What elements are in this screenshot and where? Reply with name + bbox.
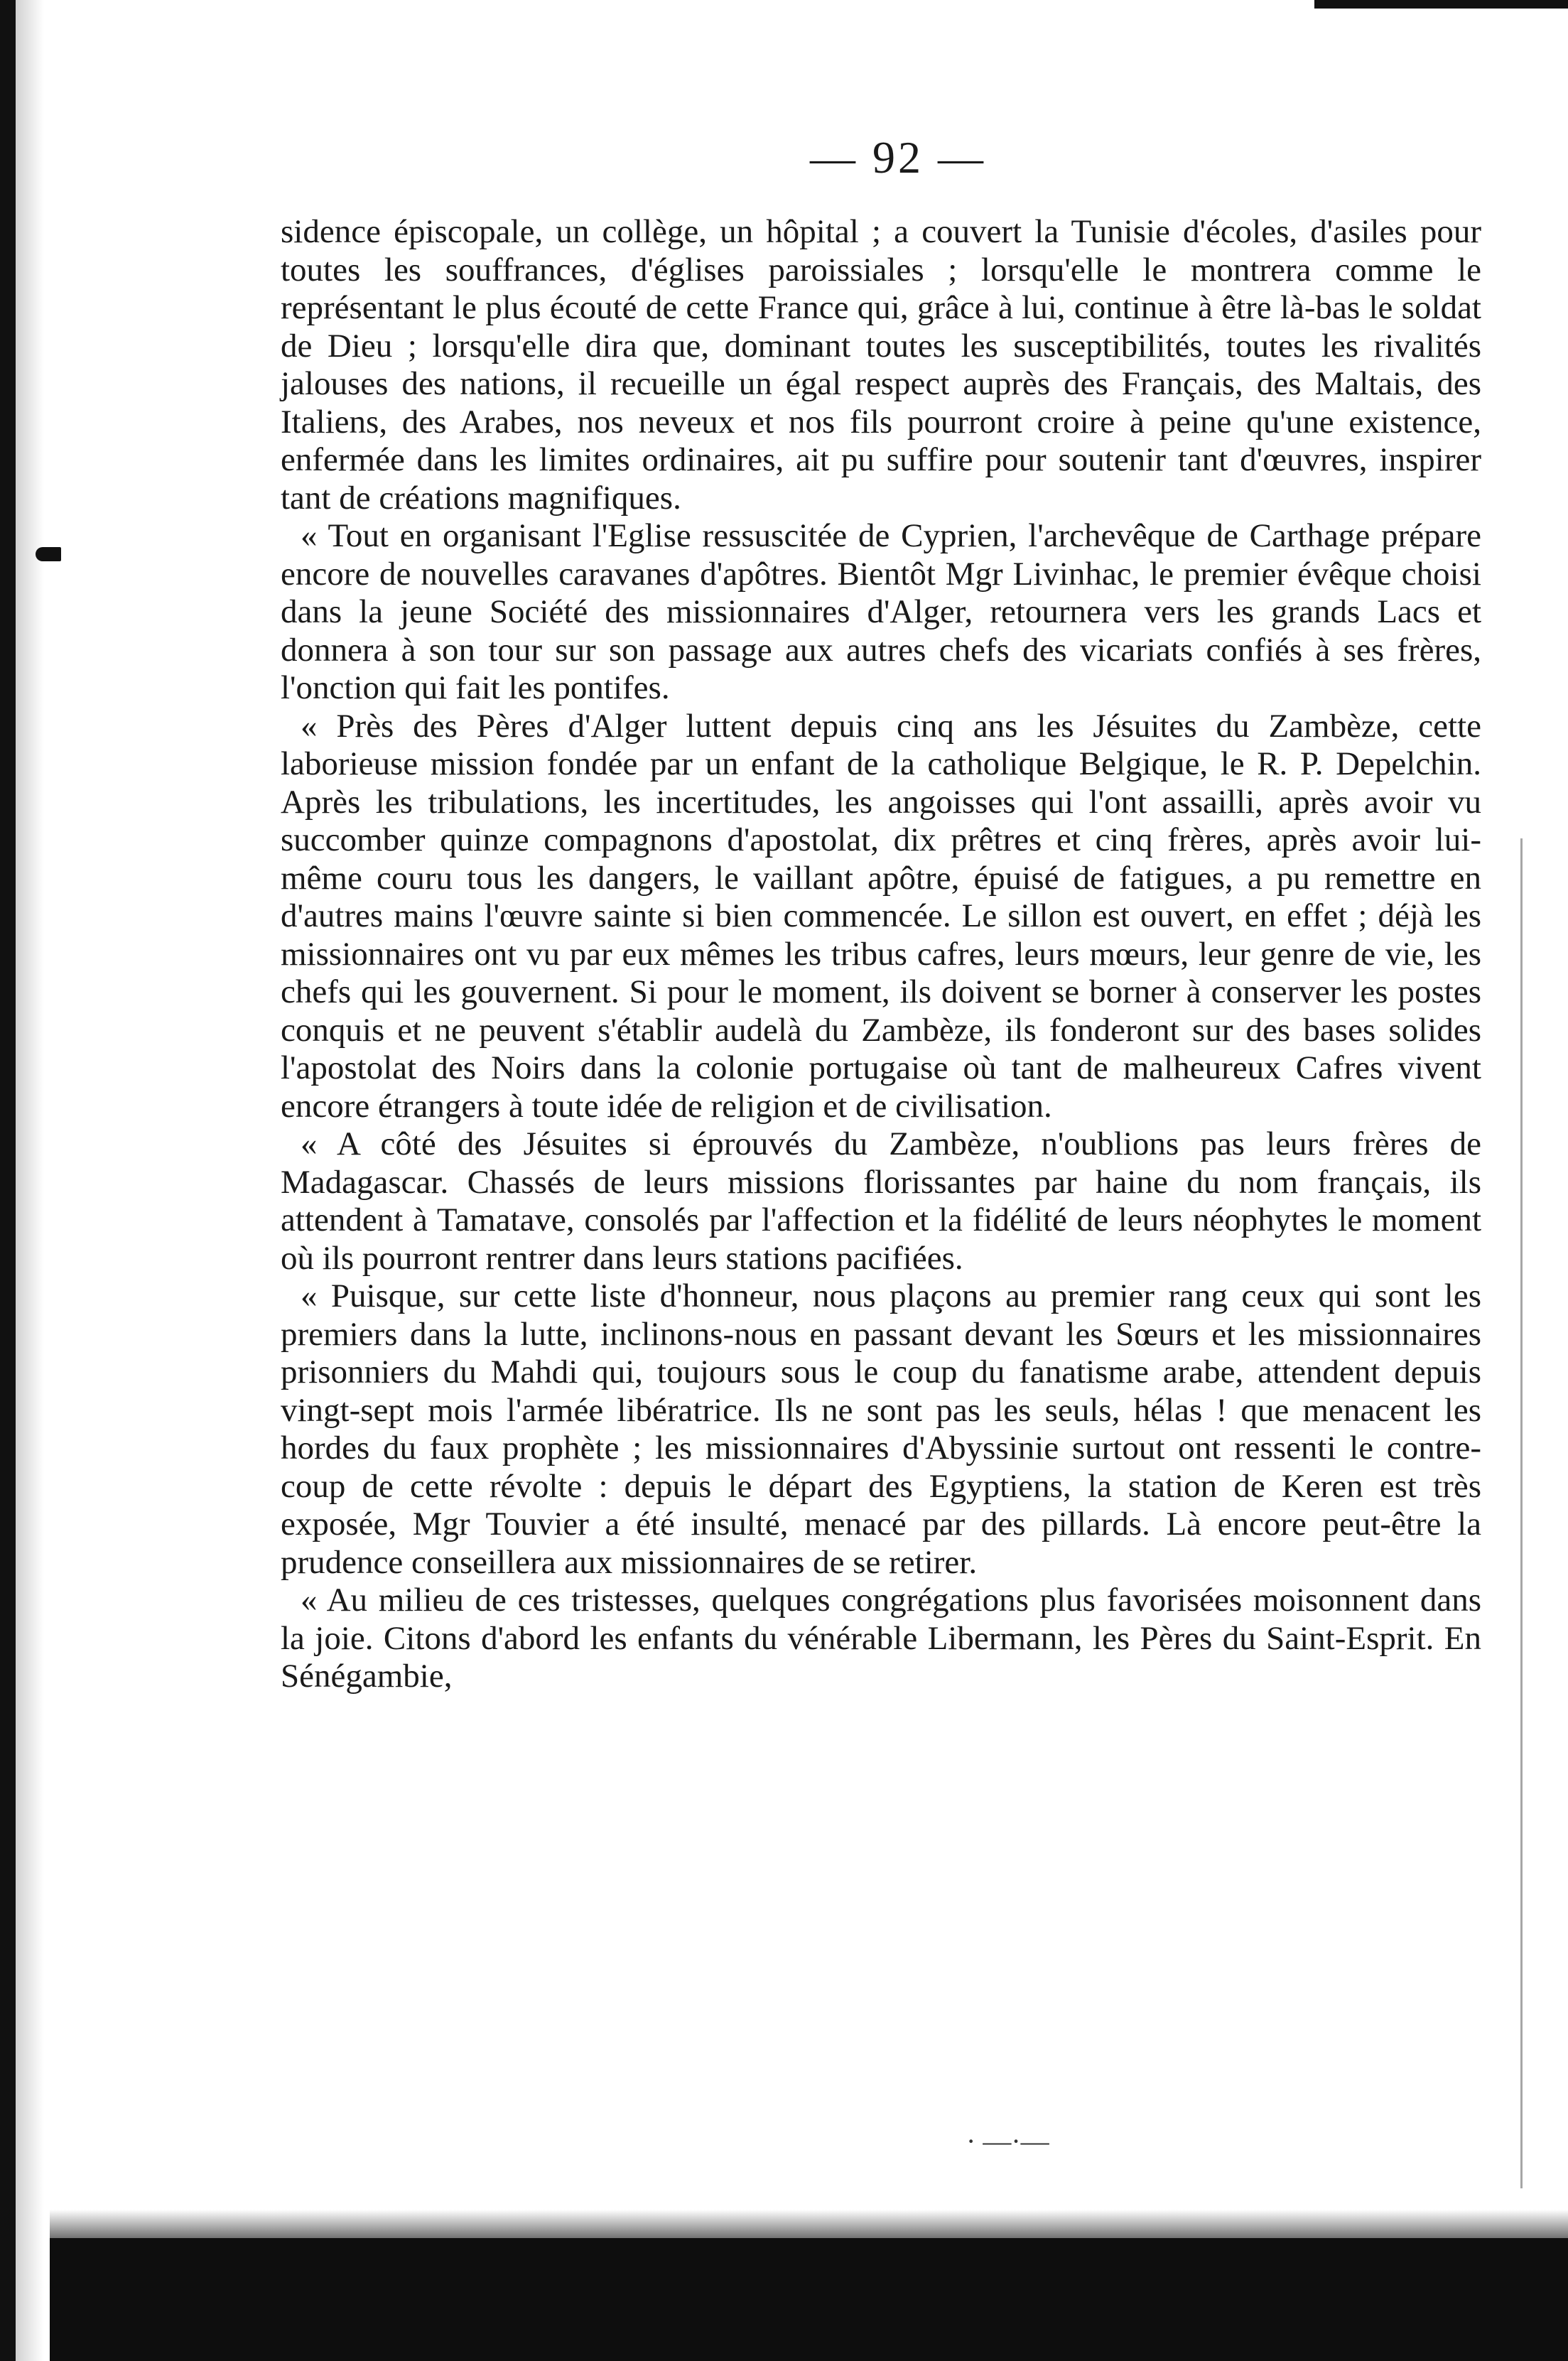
margin-mark	[36, 547, 61, 561]
paragraph: « Au milieu de ces tristesses, quelques congrégations plus favorisées moisonnent dans la joie. Citons d'abord les enfants du vénérable Libermann, les Pères du Saint-Esprit. En Sénégambie,	[281, 1582, 1481, 1695]
footer-mark: · —·—	[966, 2125, 1049, 2157]
paragraph: « Tout en organisant l'Eglise ressuscitée de Cyprien, l'archevêque de Carthage prépare encore de nouvelles caravanes d'apôtres. Bientôt Mgr Livinhac, le premier évêque choisi dans la jeune Société des missionnaires d'Alger, retournera vers les grands Lacs et donnera à son tour sur son passage aux autres chefs des vicariats confiés à ses frères, l'onction qui fait les pontifes.	[281, 517, 1481, 706]
scan-left-border	[0, 0, 16, 2361]
paragraph: sidence épiscopale, un collège, un hôpital ; a couvert la Tunisie d'écoles, d'asiles pour toutes les souffrances, d'églises paroissiales ; lorsqu'elle le montrera comme le représentant le plus écouté de cette France qui, grâce à lui, continue à être là-bas le soldat de Dieu ; lorsqu'elle dira que, dominant toutes les susceptibilités, toutes les rivalités jalouses des nations, il recueille un égal respect auprès des Français, des Maltais, des Italiens, des Arabes, nos neveux et nos fils pourront croire à peine qu'une existence, enfermée dans les limites ordinaires, ait pu suffire pour soutenir tant d'œuvres, inspirer tant de créations magnifiques.	[281, 213, 1481, 517]
paragraph: « A côté des Jésuites si éprouvés du Zambèze, n'oublions pas leurs frères de Madagascar. Chassés de leurs missions florissantes par haine du nom français, ils attendent à Tamatave, consolés par l'affection et la fidélité de leurs néophytes le moment où ils pourront rentrer dans leurs stations pacifiées.	[281, 1125, 1481, 1277]
scan-right-line	[1520, 838, 1523, 2188]
page-body	[281, 213, 1481, 1696]
page-number: — 92 —	[810, 132, 986, 183]
paragraph: « Près des Pères d'Alger luttent depuis cinq ans les Jésuites du Zambèze, cette laborieuse mission fondée par un enfant de la catholique Belgique, le R. P. Depelchin. Après les tribulations, les incertitudes, les angoisses qui l'ont assailli, après avoir vu succomber quinze compagnons d'apostolat, dix prêtres et cinq frères, après avoir lui-même couru tous les dangers, le vaillant apôtre, épuisé de fatigues, a pu remettre en d'autres mains l'œuvre sainte si bien commencée. Le sillon est ouvert, en effet ; déjà les missionnaires ont vu par eux mêmes les tribus cafres, leurs mœurs, leur genre de vie, les chefs qui les gouvernent. Si pour le moment, ils doivent se borner à conserver les postes conquis et ne peuvent s'établir audelà du Zambèze, ils fonderont sur des bases solides l'apostolat des Noirs dans la colonie portugaise où tant de malheureux Cafres vivent encore étrangers à toute idée de religion et de civilisation.	[281, 707, 1481, 1125]
scan-left-shadow	[16, 0, 44, 2361]
scan-top-rule	[1314, 0, 1568, 9]
scan-bottom-border	[50, 2238, 1568, 2361]
scan-bottom-shadow	[50, 2210, 1568, 2238]
paragraph: « Puisque, sur cette liste d'honneur, nous plaçons au premier rang ceux qui sont les premiers dans la lutte, inclinons-nous en passant devant les Sœurs et les missionnaires prisonniers du Mahdi qui, toujours sous le coup du fanatisme arabe, attendent depuis vingt-sept mois l'armée libératrice. Ils ne sont pas les seuls, hélas ! que menacent les hordes du faux prophète ; les missionnaires d'Abyssinie surtout ont ressenti le contre-coup de cette révolte : depuis le départ des Egyptiens, la station de Keren est très exposée, Mgr Touvier a été insulté, menacé par des pillards. Là encore peut-être la prudence conseillera aux missionnaires de se retirer.	[281, 1277, 1481, 1581]
